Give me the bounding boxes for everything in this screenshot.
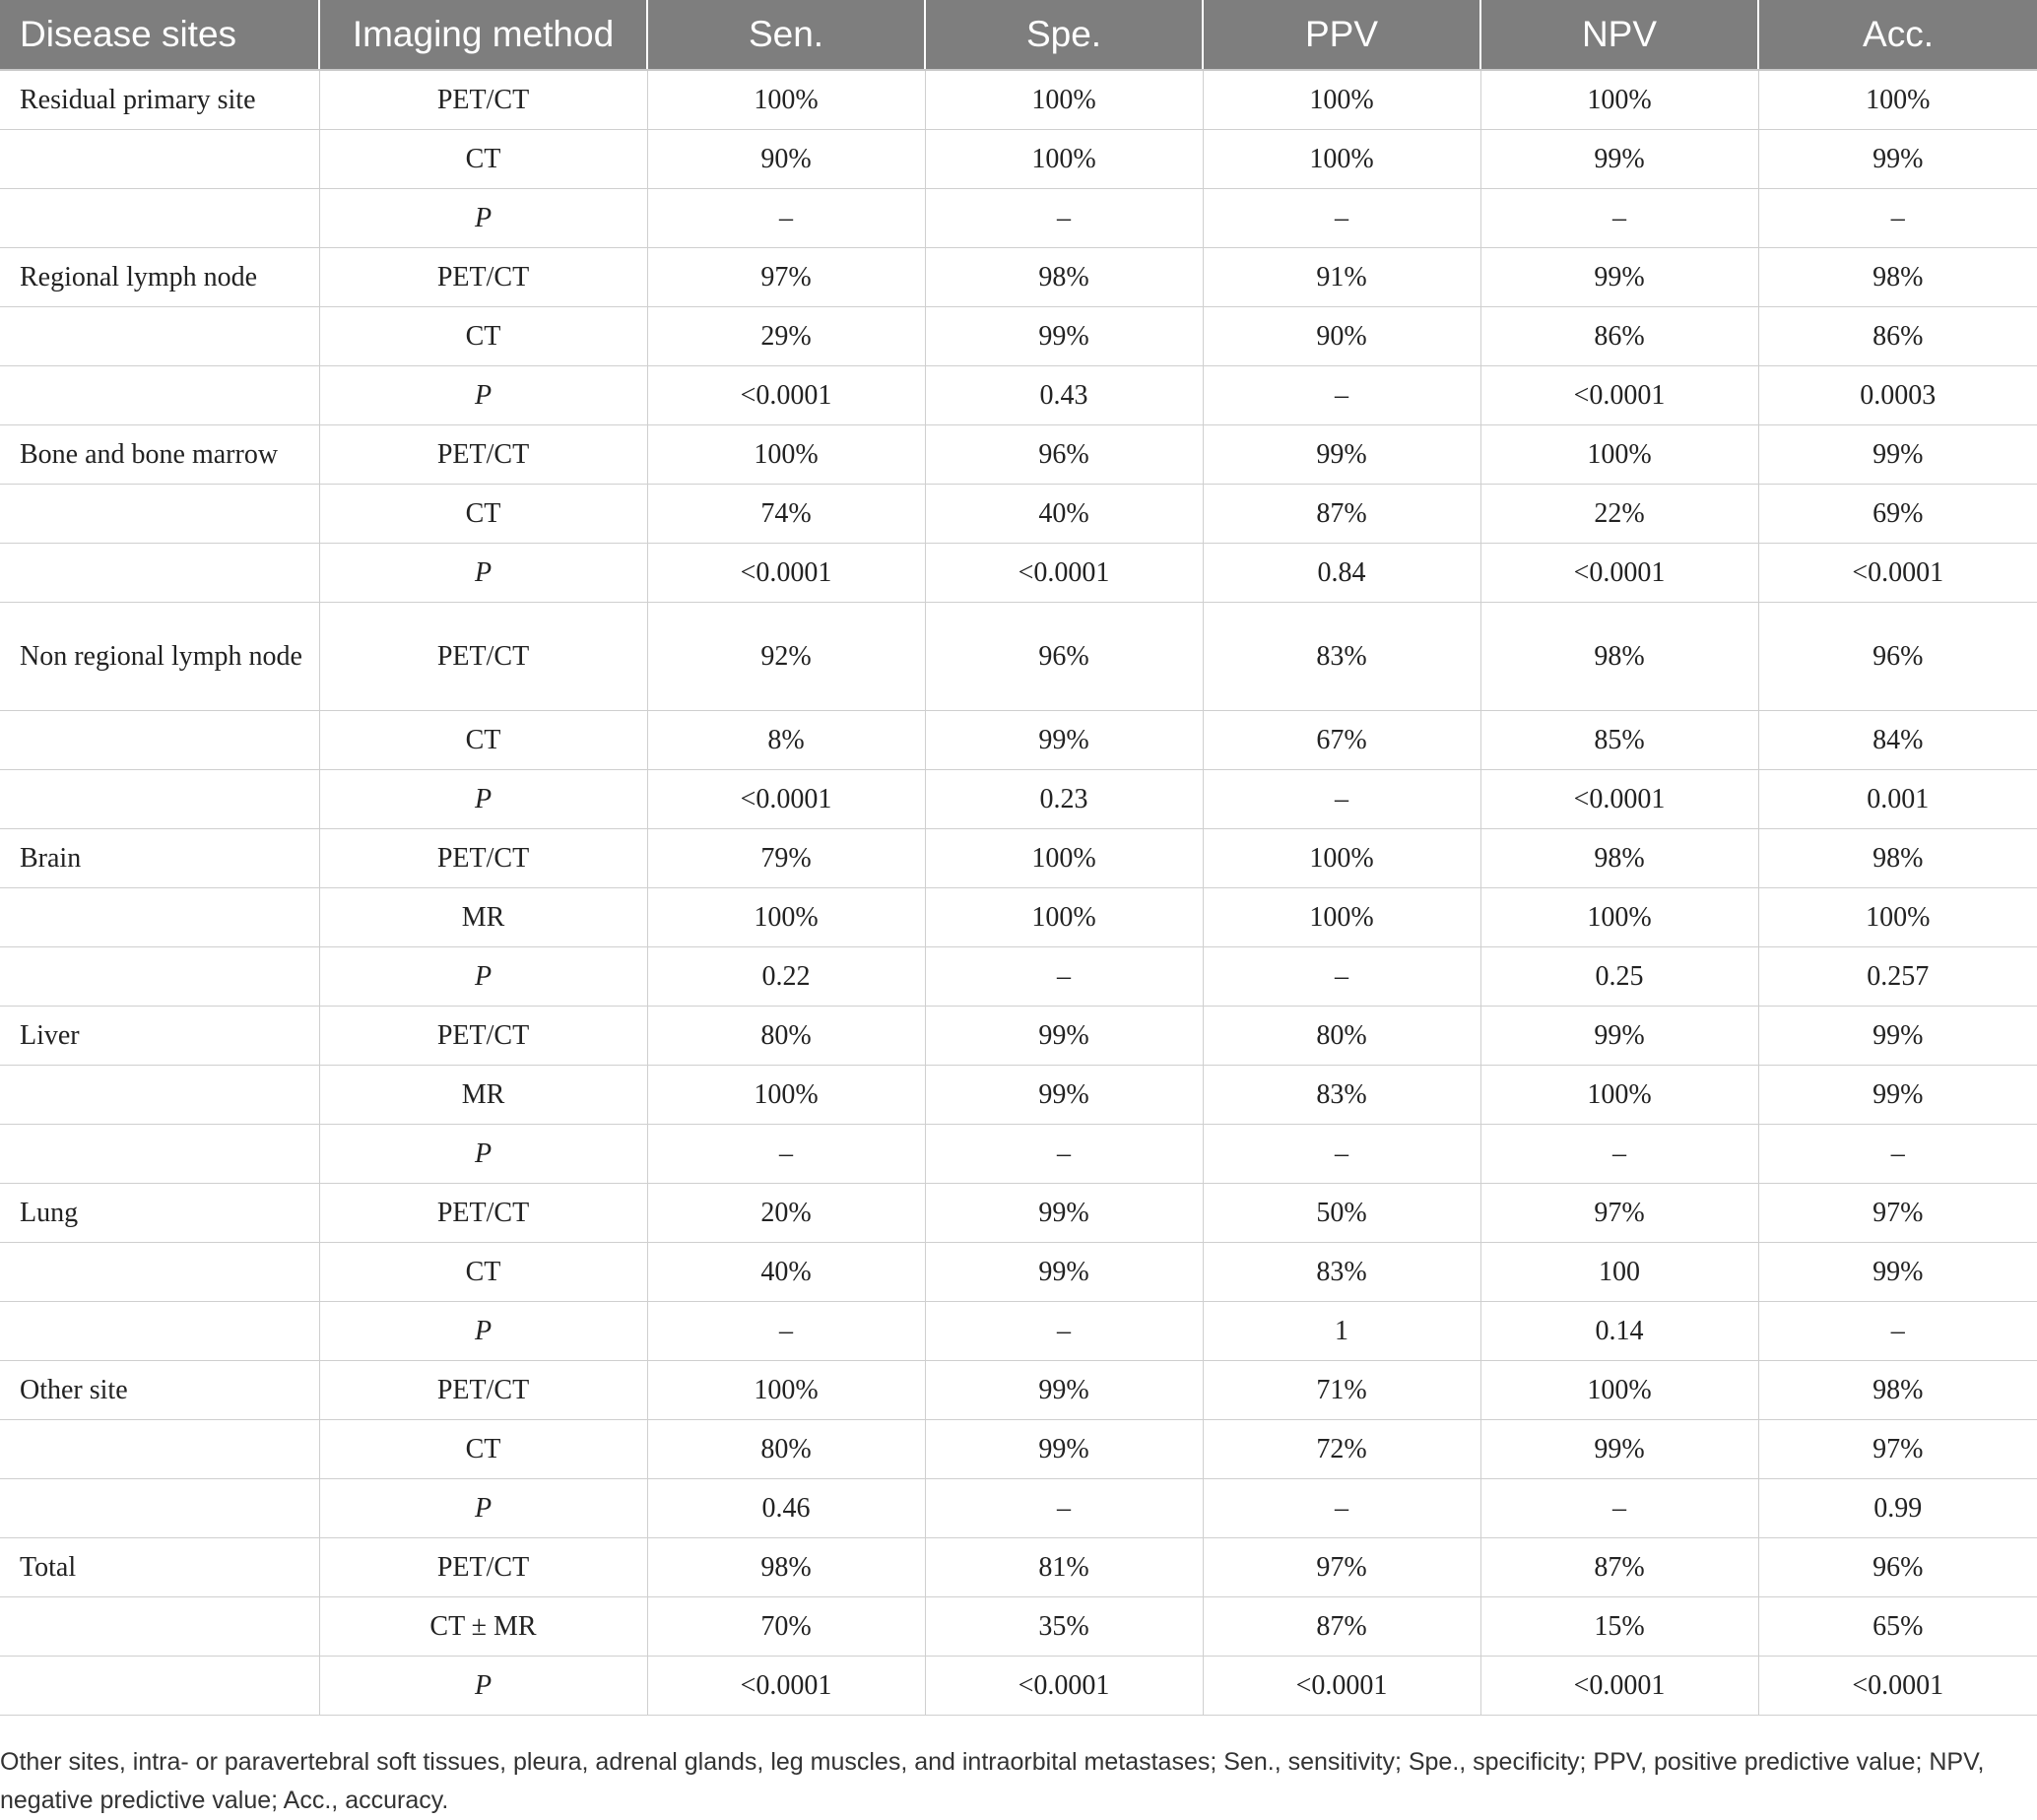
cell-disease-site bbox=[0, 1420, 319, 1479]
table-row bbox=[0, 425, 2037, 485]
cell-imaging-method: CT bbox=[319, 711, 647, 770]
cell-specificity: 99% bbox=[925, 711, 1203, 770]
cell-npv: <0.0001 bbox=[1480, 770, 1758, 829]
cell-disease-site bbox=[0, 1066, 319, 1125]
cell-disease-site bbox=[0, 770, 319, 829]
cell-disease-site: Brain bbox=[0, 829, 319, 888]
cell-ppv: 0.84 bbox=[1203, 544, 1480, 603]
cell-accuracy: 86% bbox=[1758, 307, 2037, 366]
cell-sensitivity: 100% bbox=[647, 425, 925, 485]
cell-ppv: – bbox=[1203, 947, 1480, 1007]
cell-sensitivity: 79% bbox=[647, 829, 925, 888]
cell-sensitivity: 92% bbox=[647, 603, 925, 711]
cell-npv: 100% bbox=[1480, 1361, 1758, 1420]
cell-specificity: – bbox=[925, 1479, 1203, 1538]
cell-specificity: 99% bbox=[925, 307, 1203, 366]
cell-accuracy: 69% bbox=[1758, 485, 2037, 544]
cell-imaging-method: P bbox=[319, 1479, 647, 1538]
cell-imaging-method: P bbox=[319, 770, 647, 829]
cell-imaging-method: PET/CT bbox=[319, 1538, 647, 1597]
cell-specificity: 81% bbox=[925, 1538, 1203, 1597]
cell-specificity: 99% bbox=[925, 1184, 1203, 1243]
table-row bbox=[0, 888, 2037, 947]
cell-imaging-method: PET/CT bbox=[319, 425, 647, 485]
table-row bbox=[0, 603, 2037, 711]
cell-npv: <0.0001 bbox=[1480, 544, 1758, 603]
table-row bbox=[0, 770, 2037, 829]
table-row bbox=[0, 189, 2037, 248]
cell-ppv: 87% bbox=[1203, 485, 1480, 544]
cell-accuracy: 100% bbox=[1758, 70, 2037, 130]
cell-sensitivity: 74% bbox=[647, 485, 925, 544]
cell-accuracy: – bbox=[1758, 189, 2037, 248]
cell-npv: – bbox=[1480, 189, 1758, 248]
cell-ppv: – bbox=[1203, 366, 1480, 425]
cell-npv: 99% bbox=[1480, 1007, 1758, 1066]
cell-accuracy: 0.99 bbox=[1758, 1479, 2037, 1538]
cell-sensitivity: – bbox=[647, 1302, 925, 1361]
cell-ppv: 50% bbox=[1203, 1184, 1480, 1243]
cell-ppv: – bbox=[1203, 1125, 1480, 1184]
cell-accuracy: – bbox=[1758, 1302, 2037, 1361]
cell-imaging-method: CT bbox=[319, 130, 647, 189]
header-row bbox=[0, 0, 2037, 70]
cell-disease-site bbox=[0, 1302, 319, 1361]
cell-npv: – bbox=[1480, 1125, 1758, 1184]
cell-sensitivity: 29% bbox=[647, 307, 925, 366]
cell-disease-site: Regional lymph node bbox=[0, 248, 319, 307]
cell-npv: 98% bbox=[1480, 829, 1758, 888]
cell-npv: 99% bbox=[1480, 1420, 1758, 1479]
cell-sensitivity: 70% bbox=[647, 1597, 925, 1657]
cell-specificity: 35% bbox=[925, 1597, 1203, 1657]
cell-ppv: 83% bbox=[1203, 1066, 1480, 1125]
cell-imaging-method: PET/CT bbox=[319, 1007, 647, 1066]
cell-specificity: <0.0001 bbox=[925, 544, 1203, 603]
cell-specificity: 99% bbox=[925, 1420, 1203, 1479]
cell-sensitivity: 100% bbox=[647, 70, 925, 130]
cell-imaging-method: CT bbox=[319, 485, 647, 544]
cell-sensitivity: <0.0001 bbox=[647, 366, 925, 425]
cell-accuracy: 84% bbox=[1758, 711, 2037, 770]
cell-disease-site: Total bbox=[0, 1538, 319, 1597]
cell-ppv: 99% bbox=[1203, 425, 1480, 485]
table-row bbox=[0, 1420, 2037, 1479]
cell-ppv: – bbox=[1203, 770, 1480, 829]
cell-accuracy: 98% bbox=[1758, 1361, 2037, 1420]
cell-sensitivity: 80% bbox=[647, 1007, 925, 1066]
cell-disease-site: Residual primary site bbox=[0, 70, 319, 130]
table-row bbox=[0, 829, 2037, 888]
cell-accuracy: 99% bbox=[1758, 1007, 2037, 1066]
cell-accuracy: 99% bbox=[1758, 130, 2037, 189]
cell-specificity: 96% bbox=[925, 425, 1203, 485]
cell-specificity: 99% bbox=[925, 1243, 1203, 1302]
cell-accuracy: <0.0001 bbox=[1758, 1657, 2037, 1716]
cell-npv: 87% bbox=[1480, 1538, 1758, 1597]
cell-imaging-method: P bbox=[319, 544, 647, 603]
cell-npv: 99% bbox=[1480, 130, 1758, 189]
cell-accuracy: 97% bbox=[1758, 1184, 2037, 1243]
table-row bbox=[0, 485, 2037, 544]
cell-sensitivity: – bbox=[647, 1125, 925, 1184]
cell-specificity: 100% bbox=[925, 888, 1203, 947]
cell-sensitivity: 98% bbox=[647, 1538, 925, 1597]
table-row bbox=[0, 1125, 2037, 1184]
cell-sensitivity: <0.0001 bbox=[647, 770, 925, 829]
table-row bbox=[0, 307, 2037, 366]
header-accuracy: Acc. bbox=[1758, 0, 2037, 70]
table-row bbox=[0, 1657, 2037, 1716]
cell-specificity: 99% bbox=[925, 1361, 1203, 1420]
cell-ppv: – bbox=[1203, 1479, 1480, 1538]
cell-disease-site bbox=[0, 947, 319, 1007]
cell-sensitivity: <0.0001 bbox=[647, 1657, 925, 1716]
cell-disease-site bbox=[0, 189, 319, 248]
table-row bbox=[0, 1597, 2037, 1657]
cell-specificity: 100% bbox=[925, 130, 1203, 189]
cell-imaging-method: P bbox=[319, 1125, 647, 1184]
cell-disease-site bbox=[0, 366, 319, 425]
cell-sensitivity: 100% bbox=[647, 1361, 925, 1420]
cell-accuracy: 97% bbox=[1758, 1420, 2037, 1479]
cell-npv: 100% bbox=[1480, 70, 1758, 130]
cell-disease-site bbox=[0, 485, 319, 544]
cell-imaging-method: CT bbox=[319, 1243, 647, 1302]
cell-npv: 0.25 bbox=[1480, 947, 1758, 1007]
cell-imaging-method: CT bbox=[319, 1420, 647, 1479]
header-npv: NPV bbox=[1480, 0, 1758, 70]
cell-accuracy: 65% bbox=[1758, 1597, 2037, 1657]
cell-accuracy: 0.0003 bbox=[1758, 366, 2037, 425]
cell-sensitivity: 0.22 bbox=[647, 947, 925, 1007]
header-specificity: Spe. bbox=[925, 0, 1203, 70]
cell-sensitivity: 80% bbox=[647, 1420, 925, 1479]
header-ppv: PPV bbox=[1203, 0, 1480, 70]
cell-imaging-method: CT bbox=[319, 307, 647, 366]
cell-ppv: <0.0001 bbox=[1203, 1657, 1480, 1716]
table-row bbox=[0, 366, 2037, 425]
cell-npv: 98% bbox=[1480, 603, 1758, 711]
cell-ppv: 1 bbox=[1203, 1302, 1480, 1361]
cell-ppv: 97% bbox=[1203, 1538, 1480, 1597]
cell-imaging-method: PET/CT bbox=[319, 603, 647, 711]
cell-disease-site bbox=[0, 1597, 319, 1657]
table-row bbox=[0, 1361, 2037, 1420]
cell-specificity: – bbox=[925, 1125, 1203, 1184]
cell-npv: 86% bbox=[1480, 307, 1758, 366]
cell-disease-site: Lung bbox=[0, 1184, 319, 1243]
cell-accuracy: 0.257 bbox=[1758, 947, 2037, 1007]
cell-disease-site bbox=[0, 307, 319, 366]
cell-npv: 100% bbox=[1480, 888, 1758, 947]
cell-specificity: – bbox=[925, 947, 1203, 1007]
cell-accuracy: 98% bbox=[1758, 248, 2037, 307]
cell-imaging-method: P bbox=[319, 947, 647, 1007]
cell-accuracy: 99% bbox=[1758, 1066, 2037, 1125]
cell-disease-site: Bone and bone marrow bbox=[0, 425, 319, 485]
cell-sensitivity: 40% bbox=[647, 1243, 925, 1302]
cell-accuracy: 99% bbox=[1758, 1243, 2037, 1302]
cell-accuracy: 99% bbox=[1758, 425, 2037, 485]
cell-specificity: 0.23 bbox=[925, 770, 1203, 829]
cell-ppv: – bbox=[1203, 189, 1480, 248]
cell-npv: – bbox=[1480, 1479, 1758, 1538]
cell-imaging-method: P bbox=[319, 366, 647, 425]
cell-specificity: <0.0001 bbox=[925, 1657, 1203, 1716]
cell-accuracy: 100% bbox=[1758, 888, 2037, 947]
cell-disease-site: Non regional lymph node bbox=[0, 603, 319, 711]
cell-disease-site bbox=[0, 1479, 319, 1538]
cell-sensitivity: <0.0001 bbox=[647, 544, 925, 603]
cell-specificity: 99% bbox=[925, 1066, 1203, 1125]
cell-npv: 100% bbox=[1480, 1066, 1758, 1125]
cell-disease-site bbox=[0, 1125, 319, 1184]
table-row bbox=[0, 1066, 2037, 1125]
cell-disease-site bbox=[0, 888, 319, 947]
table-row bbox=[0, 70, 2037, 130]
cell-imaging-method: PET/CT bbox=[319, 70, 647, 130]
cell-specificity: – bbox=[925, 1302, 1203, 1361]
cell-ppv: 87% bbox=[1203, 1597, 1480, 1657]
cell-specificity: 99% bbox=[925, 1007, 1203, 1066]
cell-sensitivity: 0.46 bbox=[647, 1479, 925, 1538]
table-row bbox=[0, 947, 2037, 1007]
table-footnote: Other sites, intra- or paravertebral soft tissues, pleura, adrenal glands, leg muscles, and intraorbital metastases; Sen., sensitivity; Spe., specificity; PPV, positive predictive value; NPV, negative predictive value; Acc., accuracy. bbox=[0, 1748, 1985, 1814]
cell-accuracy: <0.0001 bbox=[1758, 544, 2037, 603]
table-row bbox=[0, 1538, 2037, 1597]
cell-npv: 99% bbox=[1480, 248, 1758, 307]
cell-imaging-method: PET/CT bbox=[319, 829, 647, 888]
cell-specificity: 40% bbox=[925, 485, 1203, 544]
cell-imaging-method: MR bbox=[319, 1066, 647, 1125]
cell-specificity: – bbox=[925, 189, 1203, 248]
table-row bbox=[0, 1243, 2037, 1302]
cell-accuracy: 98% bbox=[1758, 829, 2037, 888]
cell-specificity: 100% bbox=[925, 829, 1203, 888]
table-row bbox=[0, 711, 2037, 770]
cell-npv: 100% bbox=[1480, 425, 1758, 485]
cell-accuracy: 96% bbox=[1758, 603, 2037, 711]
cell-disease-site: Other site bbox=[0, 1361, 319, 1420]
cell-ppv: 100% bbox=[1203, 130, 1480, 189]
table-row bbox=[0, 248, 2037, 307]
cell-npv: <0.0001 bbox=[1480, 366, 1758, 425]
cell-specificity: 0.43 bbox=[925, 366, 1203, 425]
cell-npv: 97% bbox=[1480, 1184, 1758, 1243]
cell-disease-site bbox=[0, 1243, 319, 1302]
cell-ppv: 90% bbox=[1203, 307, 1480, 366]
cell-imaging-method: P bbox=[319, 1657, 647, 1716]
cell-ppv: 100% bbox=[1203, 70, 1480, 130]
cell-ppv: 71% bbox=[1203, 1361, 1480, 1420]
cell-ppv: 91% bbox=[1203, 248, 1480, 307]
header-disease-sites: Disease sites bbox=[0, 0, 319, 70]
cell-specificity: 98% bbox=[925, 248, 1203, 307]
cell-npv: 100 bbox=[1480, 1243, 1758, 1302]
table-row bbox=[0, 1302, 2037, 1361]
cell-ppv: 83% bbox=[1203, 603, 1480, 711]
cell-imaging-method: CT ± MR bbox=[319, 1597, 647, 1657]
table-body bbox=[0, 70, 2037, 1716]
cell-specificity: 96% bbox=[925, 603, 1203, 711]
cell-sensitivity: 100% bbox=[647, 1066, 925, 1125]
cell-accuracy: – bbox=[1758, 1125, 2037, 1184]
cell-npv: 0.14 bbox=[1480, 1302, 1758, 1361]
cell-ppv: 72% bbox=[1203, 1420, 1480, 1479]
cell-disease-site bbox=[0, 544, 319, 603]
cell-sensitivity: 20% bbox=[647, 1184, 925, 1243]
cell-sensitivity: 97% bbox=[647, 248, 925, 307]
cell-npv: <0.0001 bbox=[1480, 1657, 1758, 1716]
cell-sensitivity: 90% bbox=[647, 130, 925, 189]
table-header bbox=[0, 0, 2037, 70]
cell-ppv: 80% bbox=[1203, 1007, 1480, 1066]
cell-ppv: 100% bbox=[1203, 829, 1480, 888]
cell-imaging-method: MR bbox=[319, 888, 647, 947]
cell-ppv: 100% bbox=[1203, 888, 1480, 947]
cell-sensitivity: – bbox=[647, 189, 925, 248]
cell-imaging-method: PET/CT bbox=[319, 1184, 647, 1243]
cell-disease-site bbox=[0, 130, 319, 189]
cell-npv: 22% bbox=[1480, 485, 1758, 544]
cell-ppv: 83% bbox=[1203, 1243, 1480, 1302]
cell-disease-site: Liver bbox=[0, 1007, 319, 1066]
cell-accuracy: 96% bbox=[1758, 1538, 2037, 1597]
cell-sensitivity: 100% bbox=[647, 888, 925, 947]
cell-imaging-method: PET/CT bbox=[319, 1361, 647, 1420]
cell-accuracy: 0.001 bbox=[1758, 770, 2037, 829]
cell-specificity: 100% bbox=[925, 70, 1203, 130]
cell-ppv: 67% bbox=[1203, 711, 1480, 770]
cell-npv: 15% bbox=[1480, 1597, 1758, 1657]
cell-imaging-method: P bbox=[319, 1302, 647, 1361]
table-row bbox=[0, 1479, 2037, 1538]
table-row bbox=[0, 130, 2037, 189]
cell-imaging-method: P bbox=[319, 189, 647, 248]
table-row bbox=[0, 1184, 2037, 1243]
table-row bbox=[0, 544, 2037, 603]
cell-sensitivity: 8% bbox=[647, 711, 925, 770]
header-sensitivity: Sen. bbox=[647, 0, 925, 70]
cell-npv: 85% bbox=[1480, 711, 1758, 770]
cell-disease-site bbox=[0, 711, 319, 770]
cell-imaging-method: PET/CT bbox=[319, 248, 647, 307]
header-imaging-method: Imaging method bbox=[319, 0, 647, 70]
table-row bbox=[0, 1007, 2037, 1066]
cell-disease-site bbox=[0, 1657, 319, 1716]
